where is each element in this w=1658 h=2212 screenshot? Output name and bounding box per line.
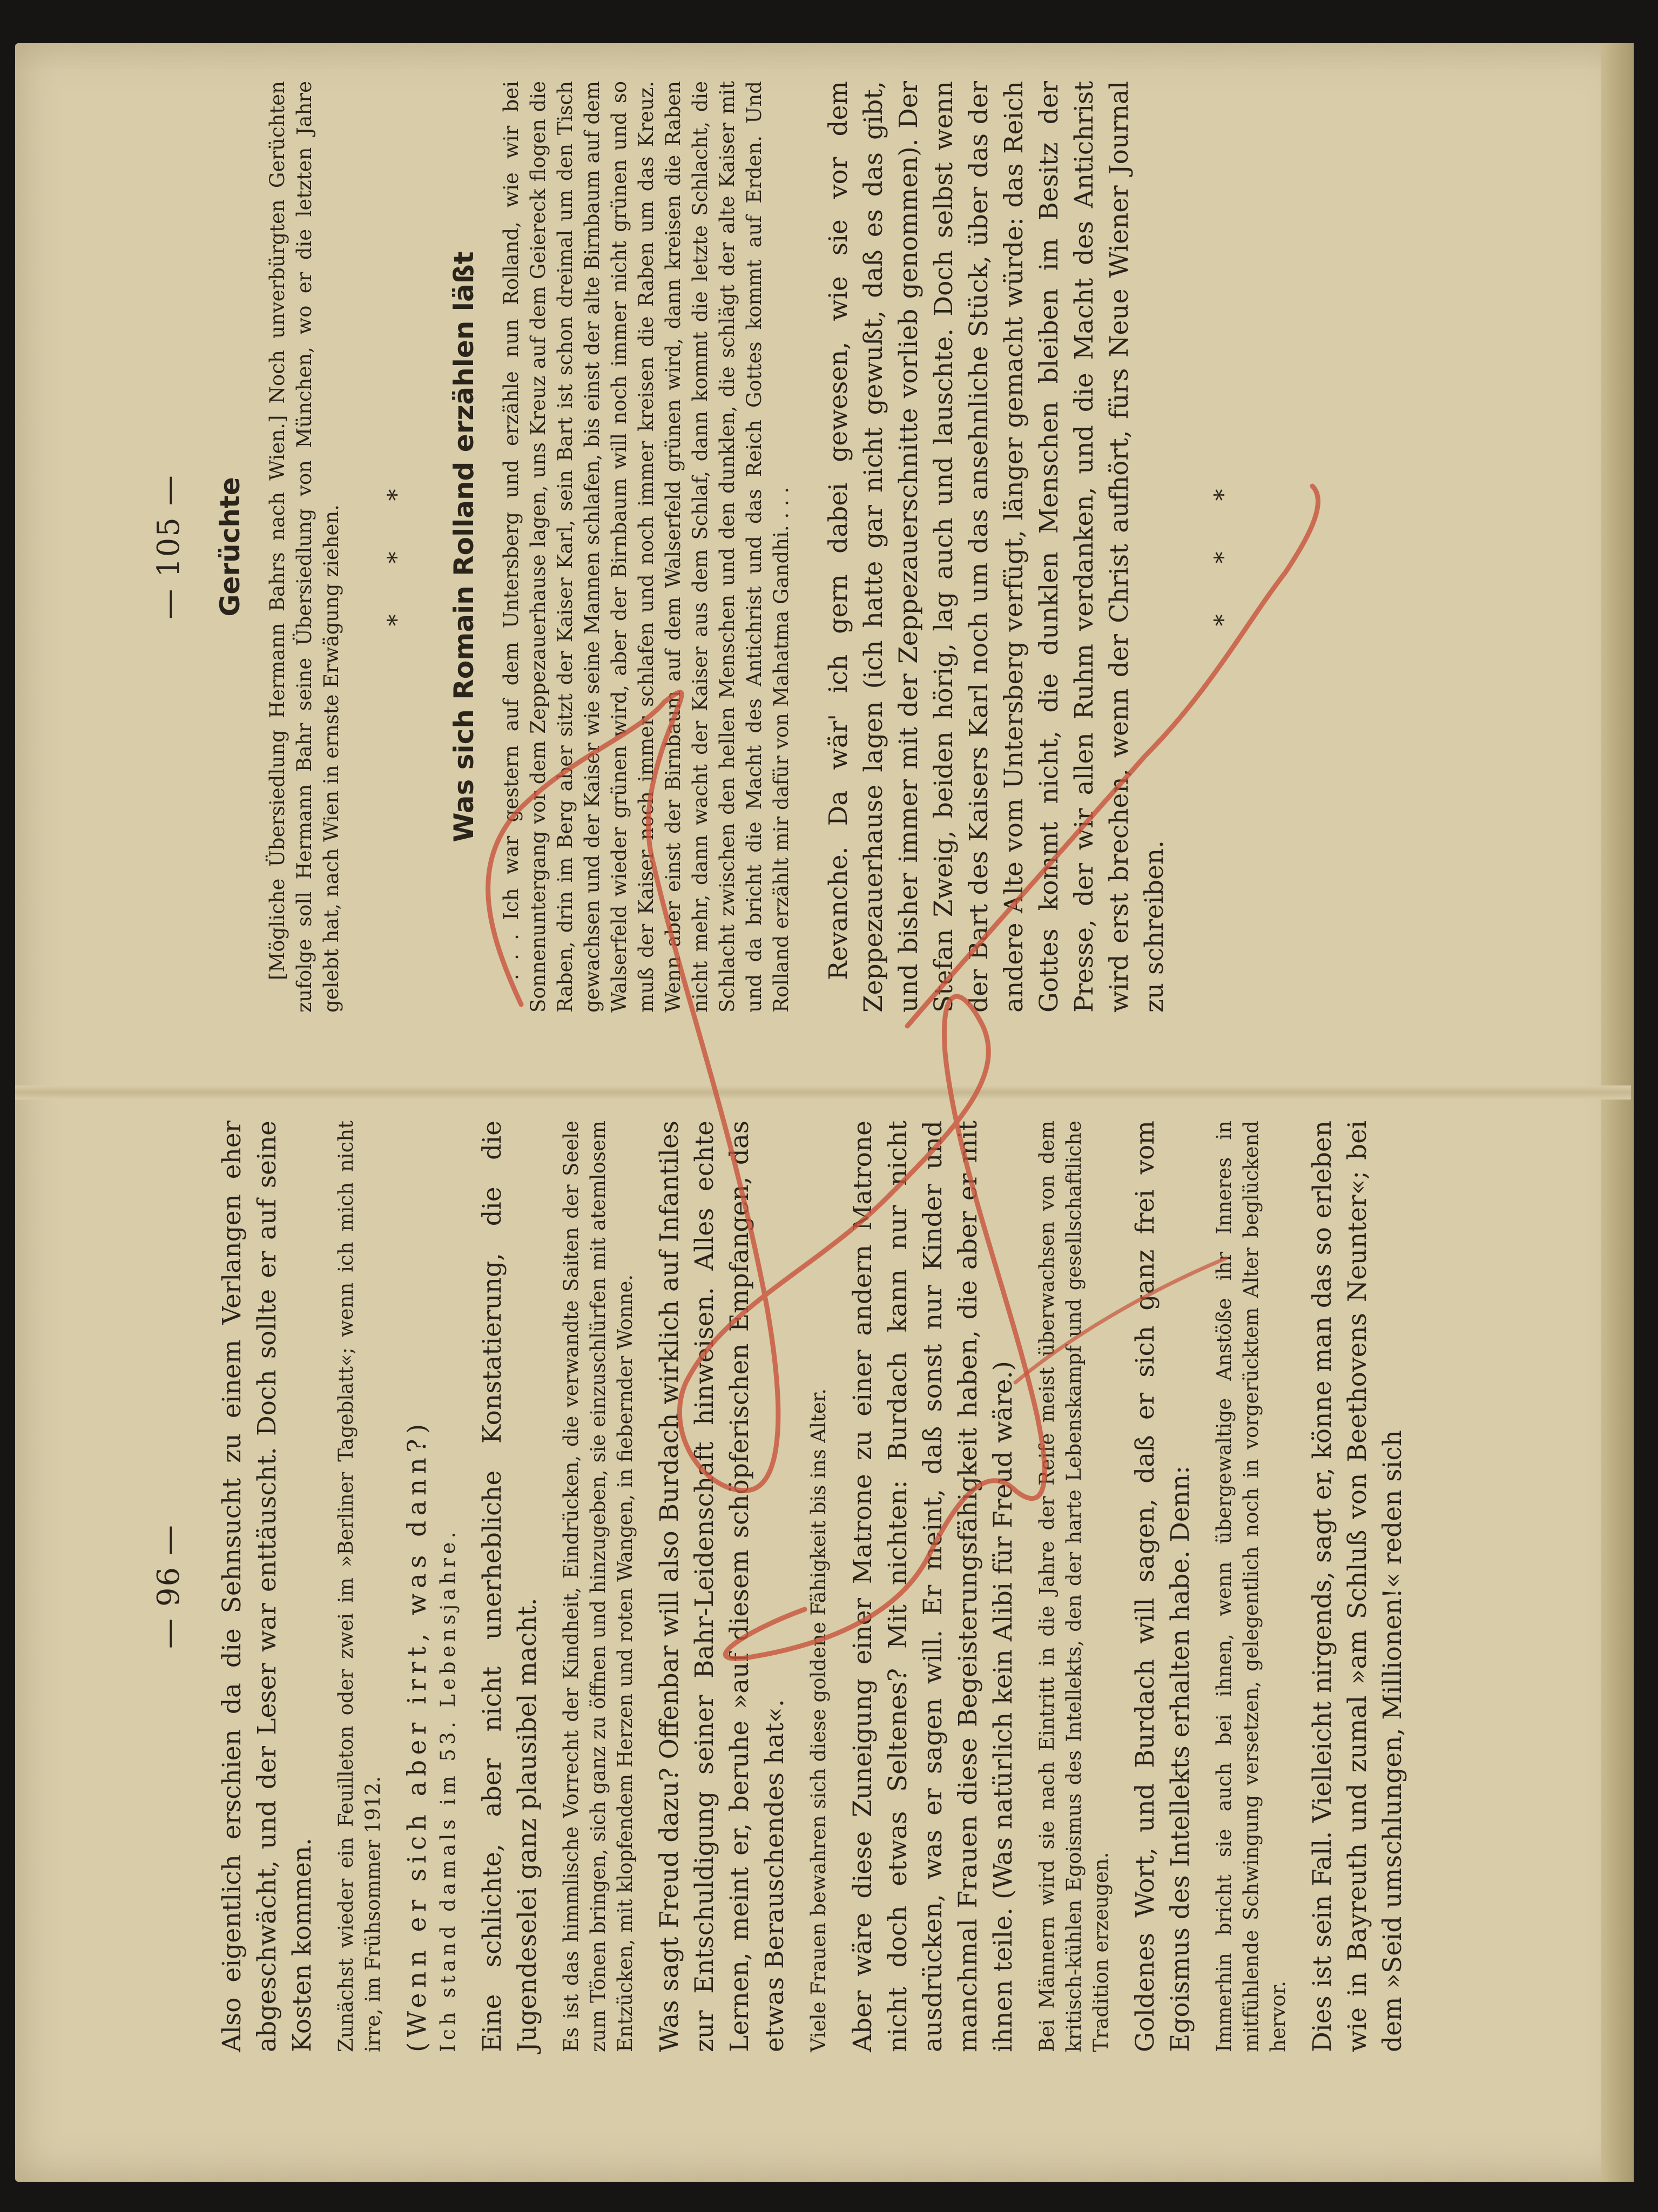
section-divider: * * *	[383, 467, 410, 626]
quote-paragraph: Es ist das himmlische Vorrecht der Kindheit, Eindrücken, die verwandte Saiten der Seele zum Tönen bringen, sich ganz zu öffnen und hinzugeben, sie einzuschlürfen mit atemlosem Entzücken, mit klopfendem Herzen und roten Wangen, in fiebernder Wonne.	[560, 1121, 637, 2052]
page-105	[151, 81, 1480, 1013]
paragraph: Was sagt Freud dazu? Offenbar will also Burdach wirklich auf Infantiles zur Entschuldigung seiner Bahr-Leidenschaft hinweisen. Alles echte Lernen, meint er, beruhe »auf diesem schöpferischen Empfangen, das etwas Berauschendes hat«.	[655, 1121, 790, 2052]
section-heading: Gerüchte	[214, 477, 246, 617]
paragraph: Dies ist sein Fall. Vielleicht nirgends, sagt er, könne man das so erleben wie in Bayreuth und zumal »am Schluß von Beethovens Neunter«; bei dem »Seid umschlungen, Millionen!« reden sich	[1307, 1121, 1407, 2052]
section-heading: Was sich Romain Rolland erzählen läßt	[448, 251, 480, 842]
page-number: — 96 —	[151, 1524, 186, 1649]
paragraph: Eine schlichte, aber nicht unerhebliche Konstatierung, die die Jugendeselei ganz plausibel macht.	[477, 1121, 542, 2052]
page-96	[151, 1121, 1480, 2052]
news-note: [Mögliche Übersiedlung Hermann Bahrs nach Wien.] Noch unverbürgten Gerüchten zufolge soll Hermann Bahr seine Übersiedlung von München, wo er die letzten Jahre gelebt hat, nach Wien in ernste Erwägung ziehen.	[266, 81, 343, 1013]
paragraph: Also eigentlich erschien da die Sehnsucht zu einem Verlangen eher abgeschwächt, und der Leser war enttäuscht. Doch sollte er auf seine Kosten kommen.	[217, 1121, 317, 2052]
paragraph: (Wenn er sich aber irrt, was dann?)	[402, 1419, 432, 2052]
quote-paragraph: Immerhin bricht sie auch bei ihnen, wenn übergewaltige Anstöße ihr Inneres in mitfühlende Schwingung versetzen, gelegentlich noch in vorgerücktem Alter beglückend hervor.	[1212, 1121, 1290, 2052]
page-number: — 105 —	[151, 474, 186, 619]
quote-paragraph: Zunächst wieder ein Feuilleton oder zwei im »Berliner Tageblatt«; wenn ich mich nicht irre, im Frühsommer 1912.	[334, 1121, 385, 2052]
paragraph: Revanche. Da wär' ich gern dabei gewesen, wie sie vor dem Zeppezauerhause lagen (ich hatte gar nicht gewußt, daß es das gibt, und bisher immer mit der Zeppezauerschnitte vorlieb genommen). Der Stefan Zweig, beiden hörig, lag auch und lauschte. Doch selbst wenn der Bart des Kaisers Karl noch um das ansehnliche Stück, über das der andere Alte vom Untersberg verfügt, länger gemacht würde: das Reich Gottes kommt nicht, die dunklen Menschen bleiben im Besitz der Presse, der wir allen Ruhm verdanken, und die Macht des Antichrist wird erst brechen, wenn der Christ aufhört, fürs Neue Wiener Journal zu schreiben.	[824, 81, 1169, 1013]
section-divider: * * *	[1210, 467, 1237, 626]
paragraph: Goldenes Wort, und Burdach will sagen, daß er sich ganz frei vom Egoismus des Intellekts erhalten habe. Denn:	[1130, 1121, 1195, 2052]
quoted-passage: . . . Ich war gestern auf dem Untersberg und erzähle nun Rolland, wie wir bei Sonnenuntergang vor dem Zeppezauerhause lagen, uns Kreuz auf dem Geiereck flogen die Raben, drin im Berg aber sitzt der Kaiser Karl, sein Bart ist schon dreimal um den Tisch gewachsen und der Kaiser wie seine Mannen schlafen, bis einst der alte Birnbaum auf dem Walserfeld wieder grünen wird, aber der Birnbaum will noch immer nicht grünen und so muß der Kaiser noch immer schlafen und noch immer kreisen die Raben um das Kreuz. Wenn aber einst der Birnbaum auf dem Walserfeld grünen wird, dann kreisen die Raben nicht mehr, dann wacht der Kaiser aus dem Schlaf, dann kommt die letzte Schlacht, die Schlacht zwischen den hellen Menschen und den dunklen, die schlägt der alte Kaiser mit und da bricht die Macht des Antichrist und das Reich Gottes kommt auf Erden. Und Rolland erzählt mir dafür von Mahatma Gandhi. . . .	[500, 81, 793, 1013]
paragraph: Aber wäre diese Zuneigung einer Matrone zu einer andern Matrone nicht doch etwas Seltenes? Mit nichten: Burdach kann nur nicht ausdrücken, was er sagen will. Er meint, daß sonst nur Kinder und manchmal Frauen diese Begeisterungsfähigkeit haben, die aber er mit ihnen teile. (Was natürlich kein Alibi für Freud wäre.)	[848, 1121, 1018, 2052]
next-page-edge	[1601, 43, 1634, 2182]
quote-paragraph: Viele Frauen bewahren sich diese goldene Fähigkeit bis ins Alter.	[807, 1388, 830, 2052]
rotated-page-spread	[151, 81, 1480, 2052]
quote-paragraph: Bei Männern wird sie nach Eintritt in die Jahre der Reife meist überwachsen von dem kritisch-kühlen Egoismus des Intellekts, den der harte Lebenskampf und gesellschaftliche Tradition erzeugen.	[1035, 1121, 1113, 2052]
quote-paragraph: Ich stand damals im 53. Lebensjahre.	[436, 1528, 460, 2052]
